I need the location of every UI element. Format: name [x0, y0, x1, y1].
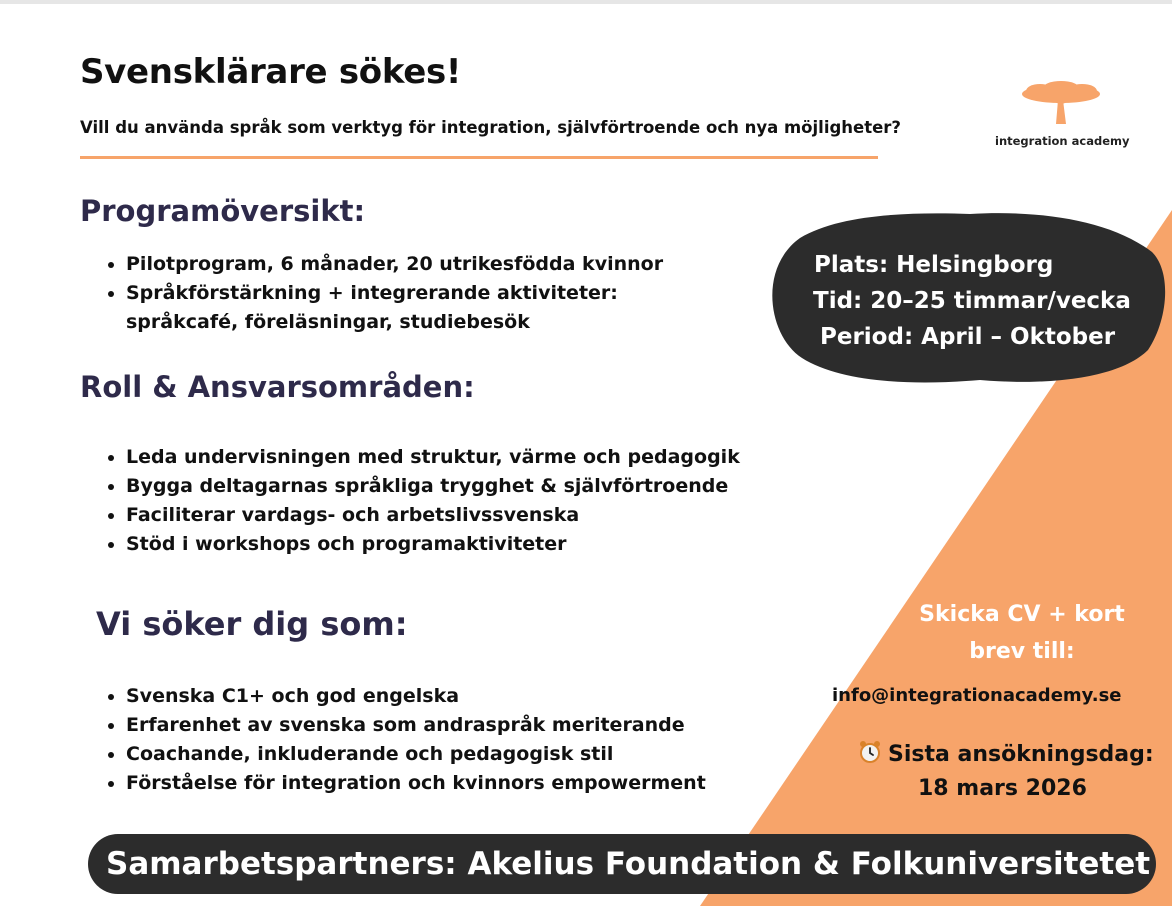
logo	[990, 80, 1130, 152]
info-period: Period: April – Oktober	[820, 324, 1116, 350]
list-item: Pilotprogram, 6 månader, 20 utrikesfödda kvinnor	[104, 250, 663, 279]
apply-cta-line1: Skicka CV + kort	[919, 602, 1125, 627]
deadline-label: Sista ansökningsdag:	[888, 742, 1154, 767]
page-subtitle: Vill du använda språk som verktyg för integration, självförtroende och nya möjligheter?	[80, 118, 902, 137]
logo-text: integration academy	[995, 134, 1130, 148]
role-list	[104, 443, 740, 559]
list-item: Coachande, inkluderande och pedagogisk stil	[104, 740, 706, 769]
title-divider	[80, 156, 878, 159]
list-item: Språkförstärkning + integrerande aktiviteter:	[104, 279, 663, 308]
alarm-clock-icon	[858, 740, 882, 764]
partners-banner	[88, 834, 1156, 894]
partners-text: Samarbetspartners: Akelius Foundation & Folkuniversitetet	[106, 846, 1151, 882]
deadline	[858, 740, 1154, 767]
contact-email[interactable]: info@integrationacademy.se	[832, 685, 1122, 706]
list-item: Leda undervisningen med struktur, värme och pedagogik	[104, 443, 740, 472]
apply-cta	[900, 596, 1144, 670]
list-item: Svenska C1+ och god engelska	[104, 682, 706, 711]
program-list	[104, 250, 663, 337]
list-item: Stöd i workshops och programaktiviteter	[104, 530, 740, 559]
apply-cta-line2: brev till:	[969, 639, 1075, 664]
list-item: Bygga deltagarnas språkliga trygghet & självförtroende	[104, 472, 740, 501]
list-item-continuation: språkcafé, föreläsningar, studiebesök	[126, 311, 530, 333]
role-heading: Roll & Ansvarsområden:	[80, 370, 475, 404]
list-item: Erfarenhet av svenska som andraspråk meriterande	[104, 711, 706, 740]
acacia-tree-icon	[1020, 80, 1102, 126]
page-title: Svensklärare sökes!	[80, 52, 462, 92]
seeking-list	[104, 682, 706, 798]
list-item: Förståelse för integration och kvinnors empowerment	[104, 769, 706, 798]
list-item: Faciliterar vardags- och arbetslivssvenska	[104, 501, 740, 530]
deadline-date: 18 mars 2026	[918, 776, 1087, 801]
program-heading: Programöversikt:	[80, 194, 366, 228]
info-time: Tid: 20–25 timmar/vecka	[813, 288, 1131, 314]
seeking-heading: Vi söker dig som:	[96, 605, 408, 643]
info-place: Plats: Helsingborg	[814, 252, 1054, 278]
